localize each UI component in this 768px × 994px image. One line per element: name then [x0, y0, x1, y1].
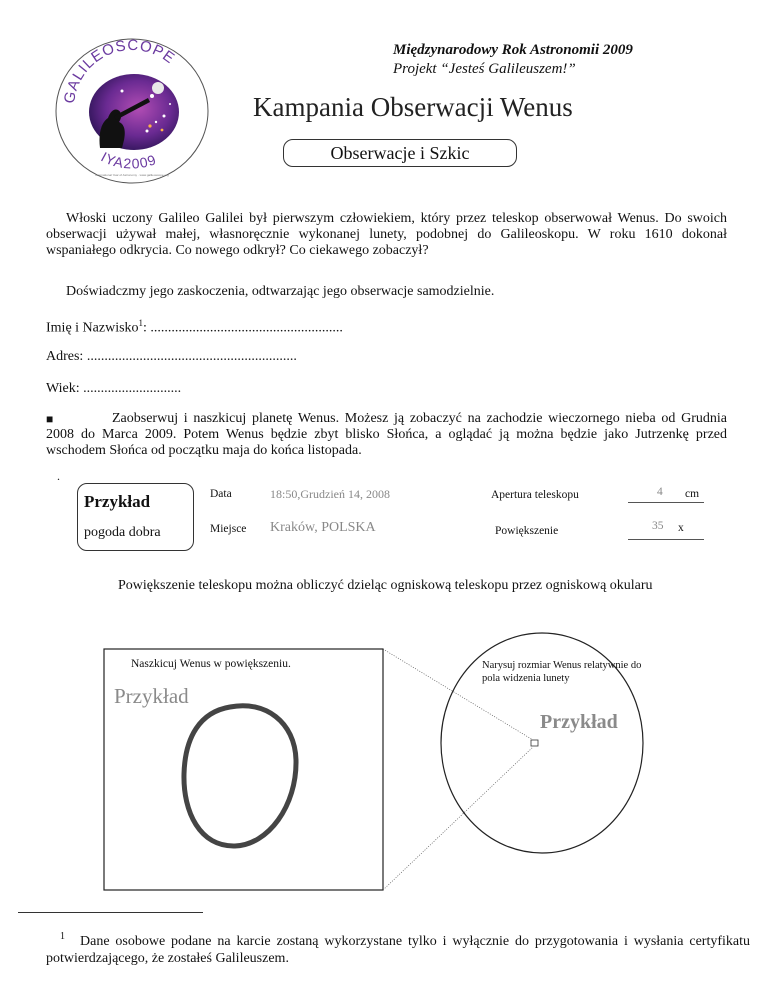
date-label: Data — [210, 488, 232, 500]
logo-tiny-text: International Year of Astronomy · www.galileoscope.org — [95, 173, 169, 177]
aperture-unit: cm — [685, 488, 700, 500]
intro-paragraph: Włoski uczony Galileo Galilei był pierwszym człowiekiem, który przez teleskop obserwował Wenus. Do swoich obserwacji używał małej, własnoręcznie wykonanej lunety, podobnej do Galileoskopu. W roku 1610 dokonał wspaniałego odkrycia. Co nowego odkrył? Co ciekawego zobaczył? — [46, 211, 727, 258]
address-field[interactable]: Adres: ............................................................ — [46, 349, 297, 364]
header-line-1: Międzynarodowy Rok Astronomii 2009 — [393, 42, 633, 58]
task-bullet: ■ — [46, 412, 54, 426]
magnification-note: Powiększenie teleskopu można obliczyć dzieląc ogniskową teleskopu przez ogniskową okularu — [118, 578, 653, 593]
example-title: Przykład — [84, 492, 151, 511]
aperture-value[interactable]: 4 — [657, 486, 663, 498]
date-value[interactable]: 18:50,Grudzień 14, 2008 — [270, 487, 390, 501]
example-weather: pogoda dobra — [84, 525, 161, 540]
venus-sketch — [184, 706, 296, 846]
task-paragraph: Zaobserwuj i naszkicuj planetę Wenus. Możesz ją zobaczyć na zachodzie wieczornego nieba od Grudnia 2008 do Marca 2009. Potem Wenus będzie zbyt blisko Słońca, a oglądać ją można będzie jako Jutrzenkę przed wschodem Słońca od początku maja do końca listopada. — [46, 411, 727, 458]
rect-label: Naszkicuj Wenus w powiększeniu. — [131, 658, 291, 670]
footnote-number: 1 — [60, 931, 65, 942]
logo-top-text: GALILEOSCOPE — [61, 36, 179, 105]
place-label: Miejsce — [210, 523, 247, 535]
age-field[interactable]: Wiek: ............................ — [46, 381, 182, 396]
logo-bottom-text: IYA2009 — [98, 148, 159, 172]
rect-example: Przykład — [114, 684, 189, 708]
footnote-ref: 1 — [138, 318, 144, 328]
section-tab-label: Obserwacje i Szkic — [330, 142, 470, 163]
name-dots: : ....................................................... — [143, 320, 343, 336]
footnote-text: Dane osobowe podane na karcie zostaną wykorzystane tylko i wyłącznie do przygotowania i wysłania certyfikatu potwierdzającego, że zostałeś Galileuszem. — [46, 934, 750, 966]
magnification-unit: x — [678, 522, 684, 534]
name-label: Imię i Nazwisko — [46, 320, 139, 336]
footnote-rule — [18, 912, 203, 913]
stray-dot: . — [57, 469, 60, 483]
aperture-label: Apertura teleskopu — [491, 489, 579, 501]
intro-line-2: Doświadczmy jego zaskoczenia, odtwarzając jego obserwacje samodzielnie. — [66, 284, 495, 299]
circle-example: Przykład — [540, 711, 618, 733]
magnification-value[interactable]: 35 — [652, 520, 664, 532]
circle-label: Narysuj rozmiar Wenus relatywnie do pola widzenia lunety — [482, 660, 642, 684]
header-line-2: Projekt “Jesteś Galileuszem!” — [393, 61, 576, 77]
venus-tiny-marker — [531, 740, 538, 746]
page-title: Kampania Obserwacji Wenus — [253, 92, 573, 122]
place-value[interactable]: Kraków, POLSKA — [270, 520, 376, 535]
magnification-label: Powiększenie — [495, 525, 559, 537]
connector-bottom — [383, 747, 533, 890]
